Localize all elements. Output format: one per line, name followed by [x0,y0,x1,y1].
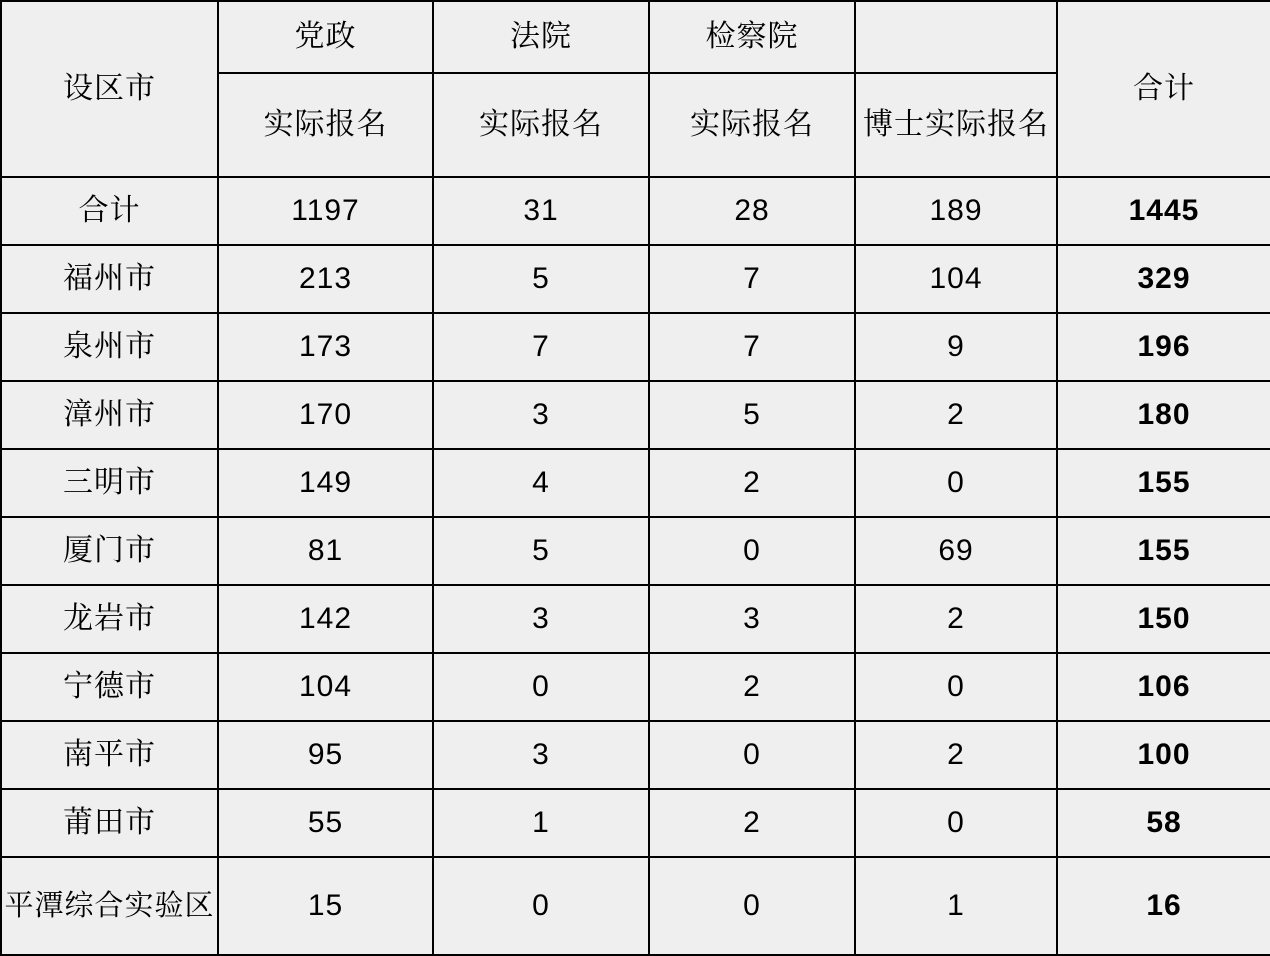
row-party-government: 142 [218,585,433,653]
header-court-actual: 实际报名 [433,73,649,177]
row-party-government: 213 [218,245,433,313]
row-region: 平潭综合实验区 [1,857,218,955]
row-party-government: 173 [218,313,433,381]
header-court: 法院 [433,1,649,73]
row-party-government: 170 [218,381,433,449]
row-total: 106 [1057,653,1270,721]
row-procuratorate: 7 [649,245,855,313]
row-party-government: 104 [218,653,433,721]
header-procuratorate-actual: 实际报名 [649,73,855,177]
row-region: 宁德市 [1,653,218,721]
row-total: 100 [1057,721,1270,789]
row-party-government: 55 [218,789,433,857]
table-header [1,1,1270,177]
row-doctorate: 69 [855,517,1057,585]
row-court: 31 [433,177,649,245]
row-region: 福州市 [1,245,218,313]
table-row [1,381,1270,449]
row-total: 329 [1057,245,1270,313]
header-doctorate-actual: 博士实际报名 [855,73,1057,177]
header-blank [855,1,1057,73]
row-total: 196 [1057,313,1270,381]
row-court: 7 [433,313,649,381]
row-doctorate: 2 [855,585,1057,653]
row-region: 三明市 [1,449,218,517]
row-party-government: 95 [218,721,433,789]
row-doctorate: 104 [855,245,1057,313]
row-court: 5 [433,245,649,313]
header-procuratorate: 检察院 [649,1,855,73]
row-doctorate: 9 [855,313,1057,381]
table-body [1,177,1270,955]
table-header-row-top [1,1,1270,73]
table-row [1,653,1270,721]
row-doctorate: 189 [855,177,1057,245]
header-total: 合计 [1057,1,1270,177]
row-total: 150 [1057,585,1270,653]
row-region: 南平市 [1,721,218,789]
row-region: 莆田市 [1,789,218,857]
row-procuratorate: 0 [649,517,855,585]
row-doctorate: 1 [855,857,1057,955]
table-row [1,517,1270,585]
row-procuratorate: 5 [649,381,855,449]
row-total: 155 [1057,449,1270,517]
row-doctorate: 2 [855,381,1057,449]
row-party-government: 81 [218,517,433,585]
row-doctorate: 2 [855,721,1057,789]
row-court: 5 [433,517,649,585]
row-party-government: 149 [218,449,433,517]
header-region: 设区市 [1,1,218,177]
row-court: 3 [433,721,649,789]
table-row [1,313,1270,381]
row-procuratorate: 2 [649,449,855,517]
row-total: 16 [1057,857,1270,955]
row-procuratorate: 3 [649,585,855,653]
header-party-government: 党政 [218,1,433,73]
table-row [1,449,1270,517]
row-doctorate: 0 [855,789,1057,857]
row-court: 1 [433,789,649,857]
row-procuratorate: 7 [649,313,855,381]
row-doctorate: 0 [855,449,1057,517]
row-court: 0 [433,857,649,955]
row-procuratorate: 0 [649,721,855,789]
row-party-government: 15 [218,857,433,955]
row-region: 泉州市 [1,313,218,381]
row-court: 4 [433,449,649,517]
row-total: 1445 [1057,177,1270,245]
row-court: 0 [433,653,649,721]
row-court: 3 [433,585,649,653]
table-row [1,585,1270,653]
row-region: 合计 [1,177,218,245]
row-region: 漳州市 [1,381,218,449]
table-row [1,789,1270,857]
row-procuratorate: 2 [649,789,855,857]
row-procuratorate: 28 [649,177,855,245]
row-region: 龙岩市 [1,585,218,653]
header-party-government-actual: 实际报名 [218,73,433,177]
table-row [1,857,1270,955]
table-row [1,177,1270,245]
row-region: 厦门市 [1,517,218,585]
row-procuratorate: 0 [649,857,855,955]
table-row [1,245,1270,313]
row-total: 155 [1057,517,1270,585]
row-party-government: 1197 [218,177,433,245]
row-total: 58 [1057,789,1270,857]
row-procuratorate: 2 [649,653,855,721]
row-total: 180 [1057,381,1270,449]
table-row [1,721,1270,789]
row-doctorate: 0 [855,653,1057,721]
row-court: 3 [433,381,649,449]
